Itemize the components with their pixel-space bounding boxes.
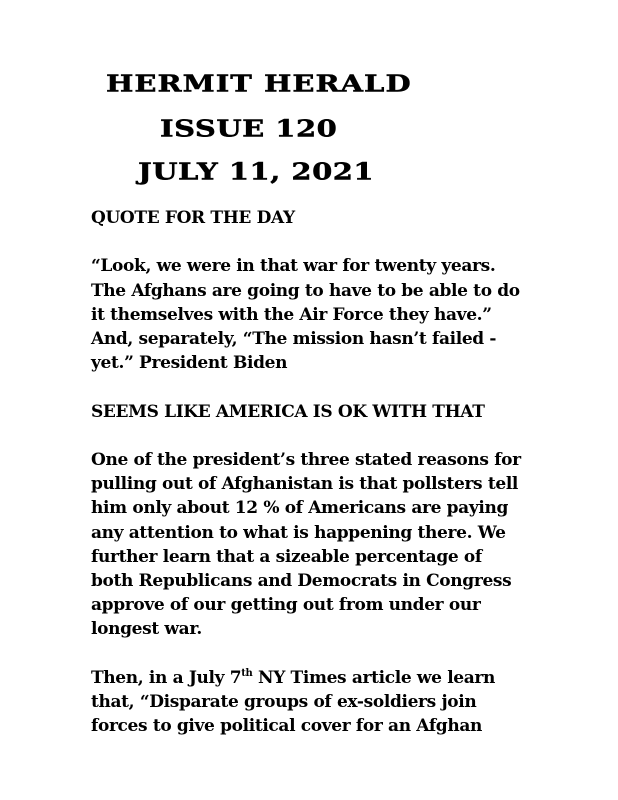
section-heading-quote: QUOTE FOR THE DAY	[91, 208, 295, 228]
paragraph-line: both Republicans and Democrats in Congress	[91, 571, 512, 591]
paragraph-line: approve of our getting out from under our	[91, 595, 481, 616]
quote-paragraph	[91, 254, 531, 375]
paragraph-line: The Afghans are going to have to be able to do	[91, 280, 520, 301]
paragraph-line: him only about 12 % of Americans are paying	[91, 498, 509, 519]
paragraph-line: it themselves with the Air Force they have.”	[91, 304, 492, 325]
paragraph-line: forces to give political cover for an Afghan	[91, 716, 483, 737]
article-body	[91, 206, 531, 763]
paragraph-line	[91, 666, 531, 690]
paragraph-line: further learn that a sizeable percentage of	[91, 546, 482, 567]
paragraph-line: any attention to what is happening there. We	[91, 522, 506, 543]
paragraph-line: One of the president’s three stated reasons for	[91, 449, 521, 470]
paragraph-line: “Look, we were in that war for twenty years.	[91, 256, 496, 277]
issue-date: JULY 11, 2021	[138, 157, 375, 186]
paragraph-line: yet.” President Biden	[91, 353, 288, 374]
line-text: Then, in a July 7	[91, 667, 242, 688]
issue-number: ISSUE 120	[160, 114, 338, 143]
ordinal-suffix: th	[241, 667, 253, 679]
paragraph-line: longest war.	[91, 619, 202, 640]
paragraph-line: pulling out of Afghanistan is that pollsters tell	[91, 474, 519, 495]
continuation-paragraph	[91, 666, 531, 739]
paragraph-line: that, “Disparate groups of ex-soldiers join	[91, 692, 477, 712]
newsletter-title: HERMIT HERALD	[106, 69, 412, 98]
section-heading-america: SEEMS LIKE AMERICA IS OK WITH THAT	[91, 401, 485, 422]
america-paragraph	[91, 448, 531, 642]
line-text: NY Times article we learn	[252, 667, 496, 688]
paragraph-line: And, separately, “The mission hasn’t failed -	[91, 329, 497, 349]
